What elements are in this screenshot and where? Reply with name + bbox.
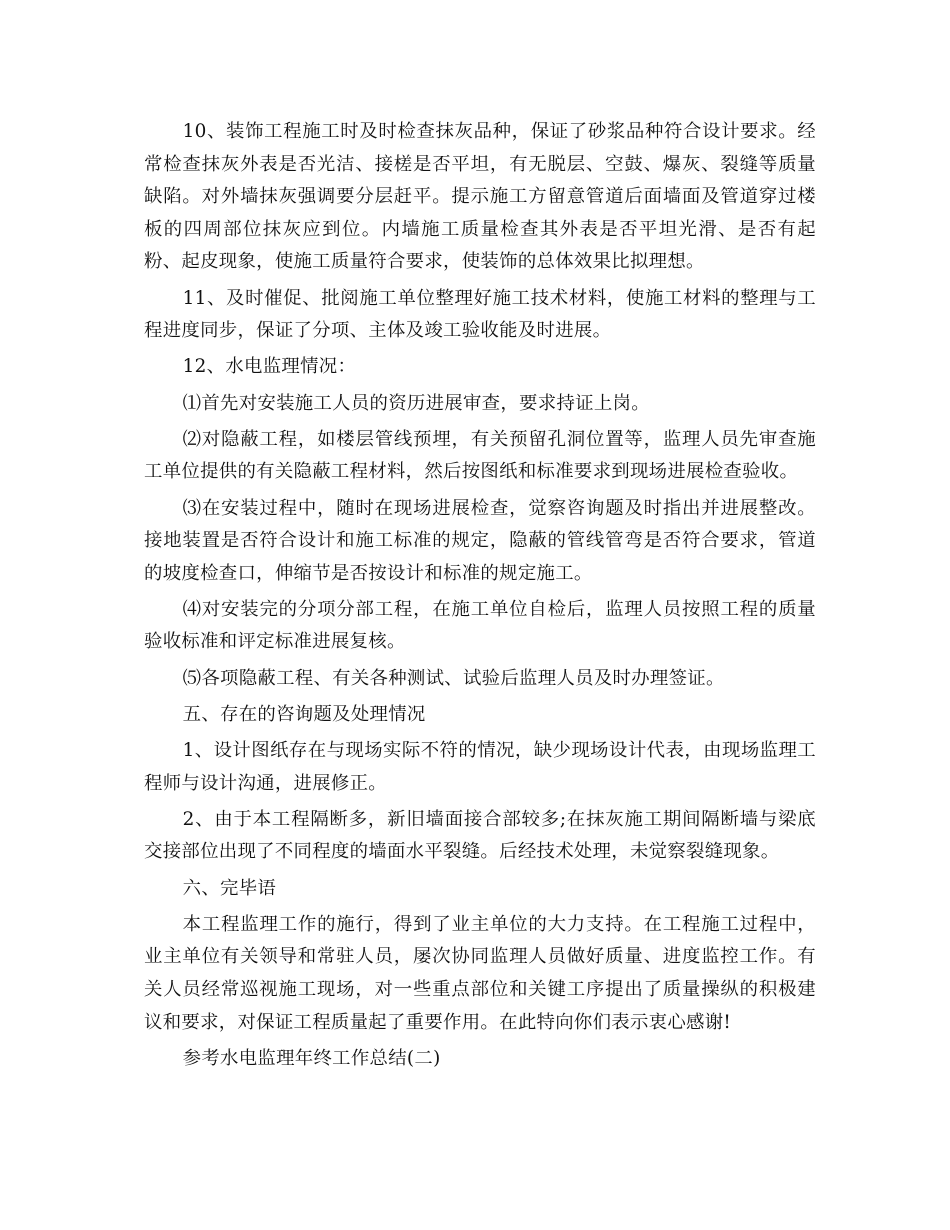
paragraph-next-title: 参考水电监理年终工作总结(二) [182,1047,441,1069]
paragraph-technical-materials: 11、及时催促、批阅施工单位整理好施工技术材料，使施工材料的整理与工程进度同步，保证了分项、主体及竣工验收能及时进展。 [144,287,816,342]
paragraph-design-drawings: 1、设计图纸存在与现场实际不符的情况，缺少现场设计代表，由现场监理工程师与设计沟通，进展修正。 [144,740,816,794]
section-heading-conclusion: 六、完毕语 [182,877,277,899]
section-heading-problems: 五、存在的咨询题及处理情况 [182,703,426,725]
paragraph-wall-cracks: 2、由于本工程隔断多，新旧墙面接合部较多;在抹灰施工期间隔断墙与梁底交接部位出现了不同程度的墙面水平裂缝。后经技术处理，未觉察裂缝现象。 [144,808,816,863]
list-item-qualification-review: ⑴首先对安装施工人员的资历进展审查，要求持证上岗。 [182,392,650,414]
document-body [144,116,816,1079]
paragraph-decoration-inspection: 10、装饰工程施工时及时检查抹灰品种，保证了砂浆品种符合设计要求。经常检查抹灰外表是否光洁、接槎是否平坦，有无脱层、空鼓、爆灰、裂缝等质量缺陷。对外墙抹灰强调要分层赶平。提示施工方留意管道后面墙面及管道穿过楼板的四周部位抹灰应到位。内墙施工质量检查其外表是否平坦光滑、是否有起粉、起皮现象，使施工质量符合要求，使装饰的总体效果比拟理想。 [144,121,816,273]
list-item-sign-off: ⑸各项隐蔽工程、有关各种测试、试验后监理人员及时办理签证。 [182,667,725,689]
list-item-concealed-works: ⑵对隐蔽工程，如楼层管线预埋，有关预留孔洞位置等，监理人员先审查施工单位提供的有关隐蔽工程材料，然后按图纸和标准要求到现场进展检查验收。 [144,428,816,483]
paragraph-acknowledgement: 本工程监理工作的施行，得到了业主单位的大力支持。在工程施工过程中，业主单位有关领导和常驻人员，屡次协同监理人员做好质量、进度监控工作。有关人员经常巡视施工现场，对一些重点部位和关键工序提出了质量操纵的积极建议和要求，对保证工程质量起了重要作用。在此特向你们表示衷心感谢! [144,913,816,1033]
list-item-acceptance-review: ⑷对安装完的分项分部工程，在施工单位自检后，监理人员按照工程的质量验收标准和评定标准进展复核。 [144,598,816,653]
list-item-installation-inspection: ⑶在安装过程中，随时在现场进展检查，觉察咨询题及时指出并进展整改。接地装置是否符合设计和施工标准的规定，隐蔽的管线管弯是否符合要求，管道的坡度检查口，伸缩节是否按设计和标准的规定施工。 [144,497,816,584]
paragraph-utility-supervision-heading: 12、水电监理情况： [182,356,357,378]
